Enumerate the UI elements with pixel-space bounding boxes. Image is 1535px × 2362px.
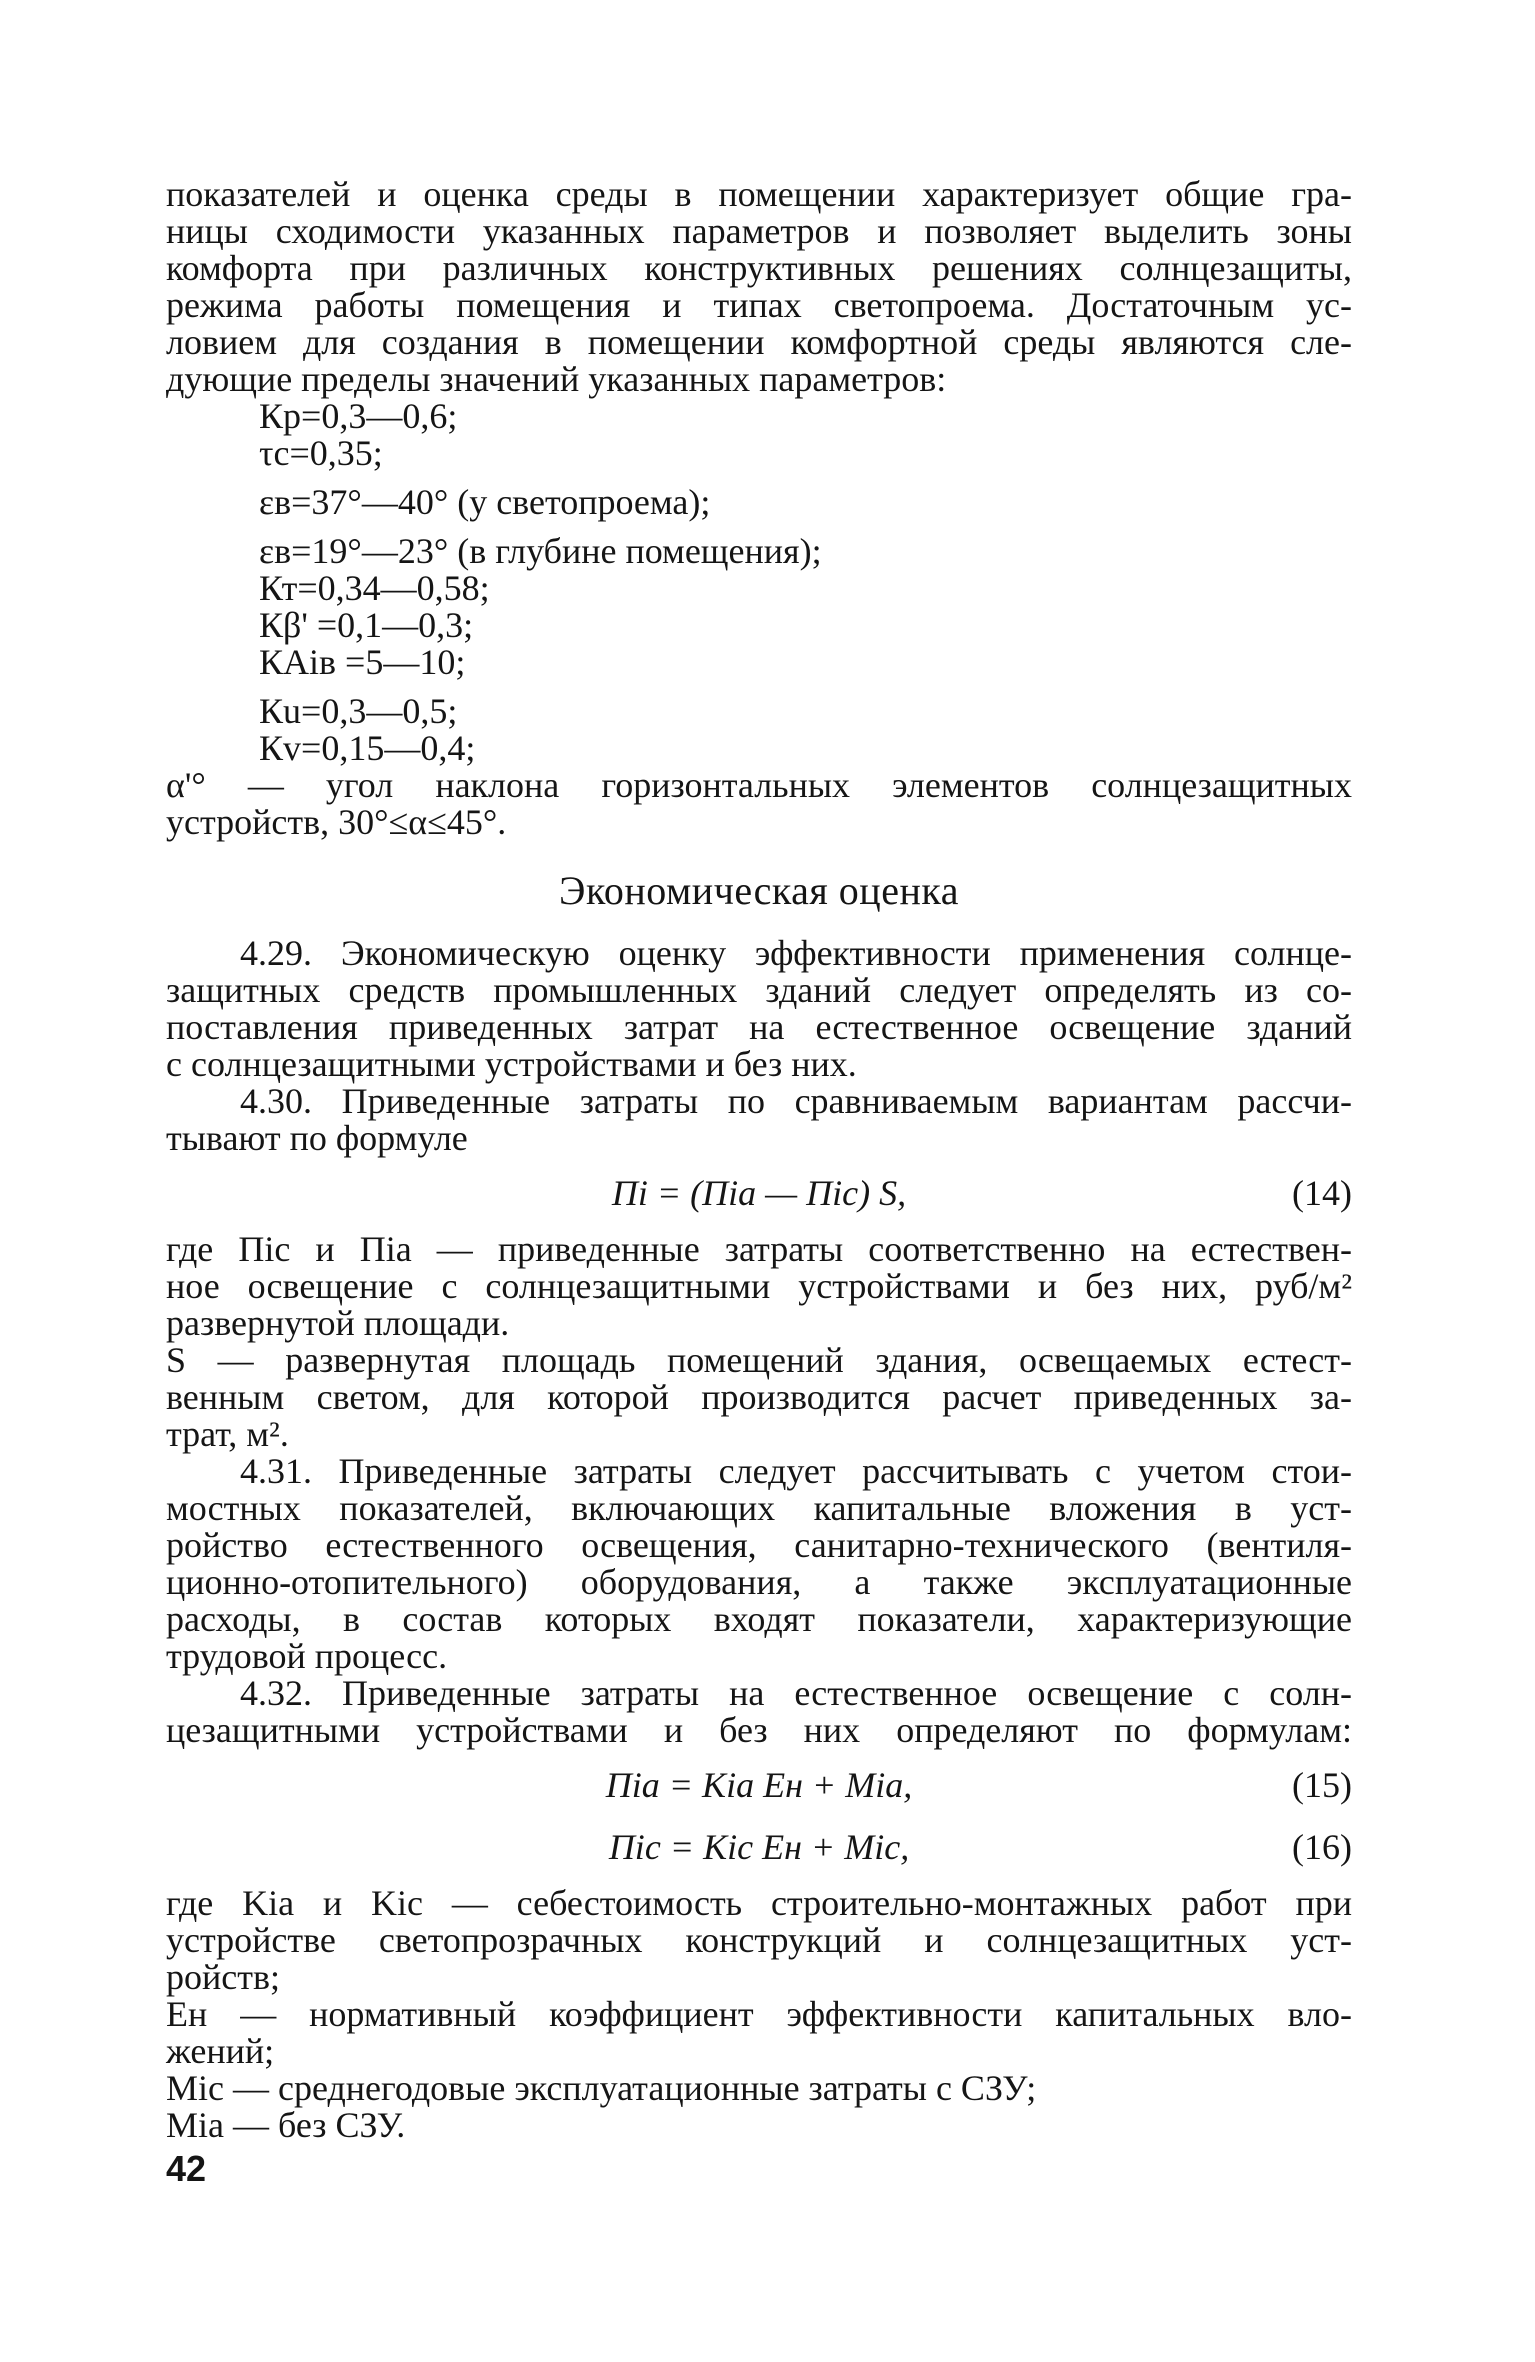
text-line: развернутой площади.: [166, 1303, 510, 1343]
where-16-definition: [166, 1885, 1352, 1996]
text-line: 4.29. Экономическую оценку эффективности применения солнце-: [240, 933, 1352, 973]
formula-15: [166, 1767, 1352, 1811]
param-kbeta: Кβ' =0,1—0,3;: [259, 605, 474, 645]
formula-14: [166, 1175, 1352, 1219]
text-line: мостных показателей, включающих капитальные вложения в уст-: [166, 1488, 1352, 1528]
param-kv: Кv=0,15—0,4;: [259, 728, 476, 768]
text-line: с солнцезащитными устройствами и без них.: [166, 1044, 857, 1084]
text-line: S — развернутая площадь помещений здания, освещаемых естест-: [166, 1340, 1352, 1380]
text-column: [166, 176, 1352, 2144]
text-line: ройство естественного освещения, санитарно-технического (вентиля-: [166, 1525, 1352, 1565]
paragraph-4-30: [166, 1083, 1352, 1157]
text-line: ницы сходимости указанных параметров и позволяет выделить зоны: [166, 211, 1352, 251]
formula-16: [166, 1829, 1352, 1873]
text-line: 4.31. Приведенные затраты следует рассчитывать с учетом стои-: [240, 1451, 1352, 1491]
parameter-list: [259, 398, 1352, 767]
param-ku: Кu=0,3—0,5;: [259, 691, 458, 731]
text-line: комфорта при различных конструктивных решениях солнцезащиты,: [166, 248, 1352, 288]
text-line: где Пic и Пia — приведенные затраты соответственно на естествен-: [166, 1229, 1352, 1269]
text-line: Eн — нормативный коэффициент эффективности капитальных вло-: [166, 1994, 1352, 2034]
text-line: 4.32. Приведенные затраты на естественное освещение с солн-: [240, 1673, 1352, 1713]
text-line: венным светом, для которой производится расчет приведенных за-: [166, 1377, 1352, 1417]
section-heading: Экономическая оценка: [559, 868, 959, 913]
text-line: цезащитными устройствами и без них определяют по формулам:: [166, 1710, 1352, 1750]
text-line: тывают по формуле: [166, 1118, 468, 1158]
formula-14-number: (14): [1292, 1173, 1352, 1213]
param-eps-depth: εв=19°—23° (в глубине помещения);: [259, 531, 822, 571]
param-tau: τс=0,35;: [259, 433, 383, 473]
alpha-definition: [166, 767, 1352, 841]
text-line: α'° — угол наклона горизонтальных элементов солнцезащитных: [166, 765, 1352, 805]
param-kt: Кт=0,34—0,58;: [259, 568, 490, 608]
text-line: устройств, 30°≤α≤45°.: [166, 802, 507, 842]
text-line: показателей и оценка среды в помещении характеризует общие гра-: [166, 174, 1352, 214]
param-ka: КАiв =5—10;: [259, 642, 466, 682]
text-line: дующие пределы значений указанных параметров:: [166, 359, 947, 399]
text-line: поставления приведенных затрат на естественное освещение зданий: [166, 1007, 1352, 1047]
en-definition: [166, 1996, 1352, 2070]
text-line: расходы, в состав которых входят показатели, характеризующие: [166, 1599, 1352, 1639]
text-line: ройств;: [166, 1957, 280, 1997]
page-number: 42: [166, 2148, 207, 2189]
formula-14-expression: Пi = (Пia — Пic) S,: [611, 1173, 907, 1213]
text-line: трудовой процесс.: [166, 1636, 448, 1676]
text-line: трат, м².: [166, 1414, 289, 1454]
s-definition: [166, 1342, 1352, 1453]
text-line: 4.30. Приведенные затраты по сравниваемым вариантам рассчи-: [240, 1081, 1352, 1121]
param-kp: Кр=0,3—0,6;: [259, 396, 458, 436]
text-line: жений;: [166, 2031, 275, 2071]
text-line: ционно-отопительного) оборудования, а также эксплуатационные: [166, 1562, 1352, 1602]
intro-paragraph: [166, 176, 1352, 398]
text-line: ловием для создания в помещении комфортной среды являются сле-: [166, 322, 1352, 362]
text-line: защитных средств промышленных зданий следует определять из со-: [166, 970, 1352, 1010]
text-line: режима работы помещения и типах светопроема. Достаточным ус-: [166, 285, 1352, 325]
mia-definition: Mia — без СЗУ.: [166, 2105, 406, 2145]
formula-16-number: (16): [1292, 1827, 1352, 1867]
formula-15-number: (15): [1292, 1765, 1352, 1805]
mic-definition: Mic — среднегодовые эксплуатационные затраты с СЗУ;: [166, 2068, 1037, 2108]
text-line: где Kia и Kic — себестоимость строительно-монтажных работ при: [166, 1883, 1352, 1923]
where-14-definition: [166, 1231, 1352, 1342]
paragraph-4-31: [166, 1453, 1352, 1675]
formula-16-expression: Пic = Kic Eн + Mic,: [608, 1827, 910, 1867]
text-line: устройстве светопрозрачных конструкций и солнцезащитных уст-: [166, 1920, 1352, 1960]
param-eps-window: εв=37°—40° (у светопроема);: [259, 482, 711, 522]
text-line: ное освещение с солнцезащитными устройствами и без них, руб/м²: [166, 1266, 1352, 1306]
paragraph-4-29: [166, 935, 1352, 1083]
formula-15-expression: Пia = Kia Eн + Mia,: [605, 1765, 913, 1805]
paragraph-4-32: [166, 1675, 1352, 1749]
